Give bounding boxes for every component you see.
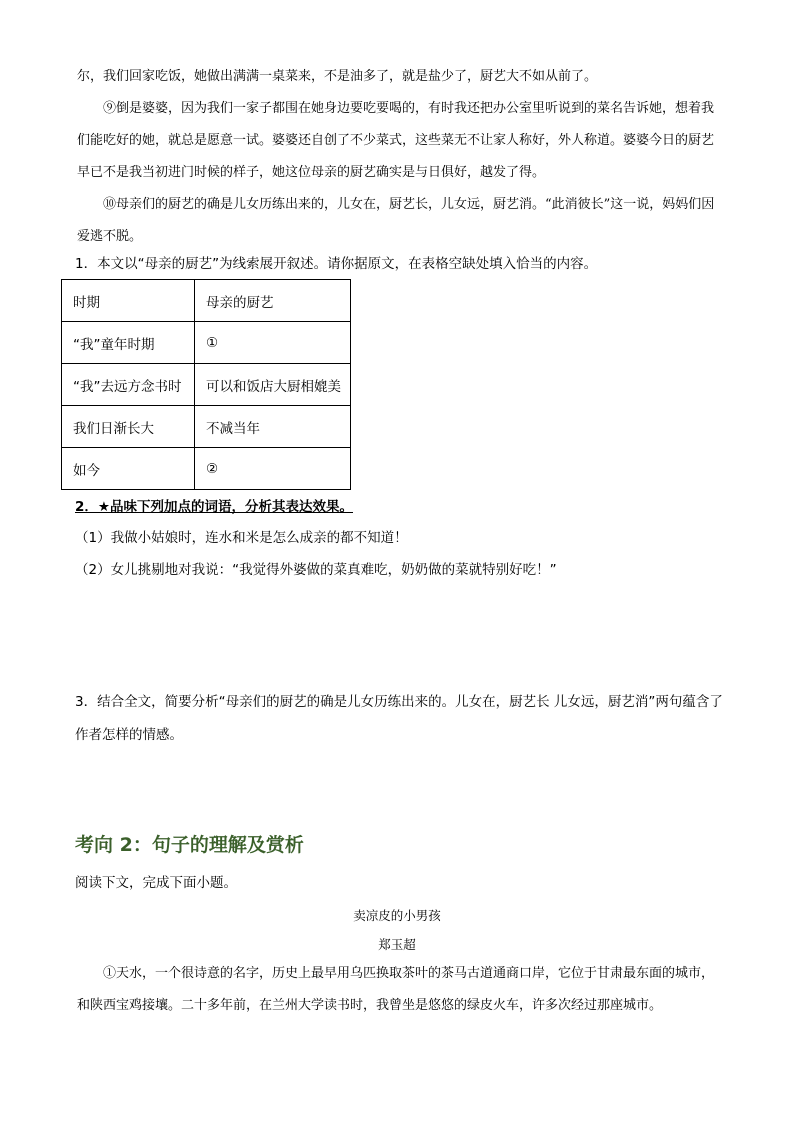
question-2-title: 2．★品味下列加点的词语，分析其表达效果。 bbox=[75, 499, 353, 515]
table-cell-blank-1: ① bbox=[195, 322, 351, 364]
table-cell: 时期 bbox=[62, 280, 195, 322]
table-cell: “我”去远方念书时 bbox=[62, 364, 195, 406]
reading-instruction: 阅读下文，完成下面小题。 bbox=[75, 875, 237, 891]
passage-paragraph-10: ⑩母亲们的厨艺的确是儿女历练出来的，儿女在，厨艺长，儿女远，厨艺消。“此消彼长”这一说，妈妈们因爱逃不脱。 bbox=[77, 197, 715, 244]
table-cell: 可以和饭店大厨相媲美 bbox=[195, 364, 351, 406]
section-heading: 考向 2：句子的理解及赏析 bbox=[75, 834, 304, 856]
table-cell: 母亲的厨艺 bbox=[195, 280, 351, 322]
question-2-line bbox=[75, 497, 725, 517]
craft-table bbox=[61, 279, 351, 490]
table-cell-blank-2: ② bbox=[195, 448, 351, 490]
table-row bbox=[62, 322, 351, 364]
table-row bbox=[62, 364, 351, 406]
question-2-item-1: （1）我做小姑娘时，连水和米是怎么成亲的都不知道！ bbox=[75, 530, 408, 546]
passage-paragraph-top: 尔，我们回家吃饭，她做出满满一桌菜来，不是油多了，就是盐少了，厨艺大不如从前了。 bbox=[77, 69, 598, 84]
question-1: 1．本文以“母亲的厨艺”为线索展开叙述。请你据原文，在表格空缺处填入恰当的内容。 bbox=[75, 256, 598, 272]
table-row bbox=[62, 280, 351, 322]
table-cell: 我们日渐长大 bbox=[62, 406, 195, 448]
table-cell: 不减当年 bbox=[195, 406, 351, 448]
passage-paragraph-9: ⑨倒是婆婆，因为我们一家子都围在她身边要吃要喝的，有时我还把办公室里听说到的菜名告诉她，想着我们能吃好的她，就总是愿意一试。婆婆还自创了不少菜式，这些菜无不让家人称好，外人称道。婆婆今日的厨艺早已不是我当初进门时候的样子，她这位母亲的厨艺确实是与日俱好，越发了得。 bbox=[77, 101, 715, 180]
question-3: 3．结合全文，简要分析“母亲们的厨艺的确是儿女历练出来的。儿女在，厨艺长 儿女远，厨艺消”两句蕴含了作者怎样的情感。 bbox=[75, 694, 723, 743]
table-cell: 如今 bbox=[62, 448, 195, 490]
question-2-item-2: （2）女儿挑剔地对我说：“我觉得外婆做的菜真难吃，奶奶做的菜就特别好吃！” bbox=[75, 562, 557, 578]
article-author: 郑玉超 bbox=[378, 937, 416, 952]
article-paragraph-1: ①天水，一个很诗意的名字，历史上最早用乌匹换取茶叶的茶马古道通商口岸，它位于甘肃最东面的城市，和陕西宝鸡接壤。二十多年前，在兰州大学读书时，我曾坐是悠悠的绿皮火车，许多次经过那座城市。 bbox=[77, 966, 715, 1013]
table-row bbox=[62, 406, 351, 448]
article-title: 卖凉皮的小男孩 bbox=[353, 908, 441, 923]
table-cell: “我”童年时期 bbox=[62, 322, 195, 364]
table-row bbox=[62, 448, 351, 490]
